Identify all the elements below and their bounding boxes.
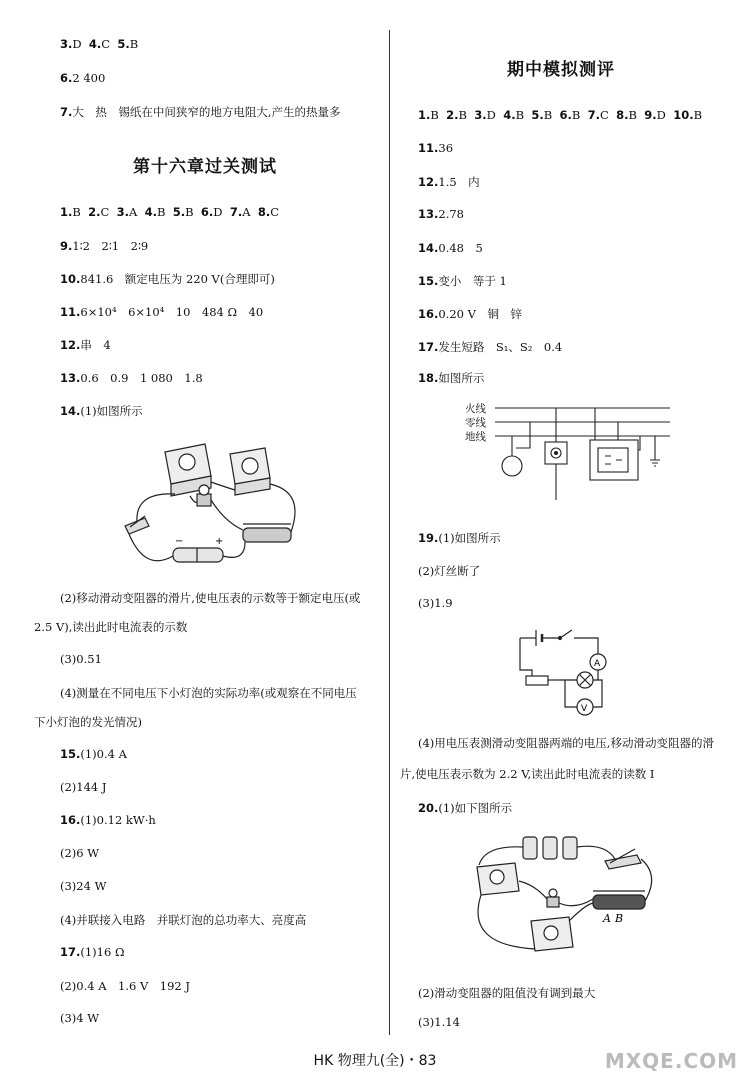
answer-line-7: 7.大 热 锡纸在中间狭窄的地方电阻大,产生的热量多	[60, 105, 341, 119]
answer-20-3: (3)1.14	[418, 1015, 460, 1029]
answer-20-2: (2)滑动变阻器的阻值没有调到最大	[418, 986, 596, 1000]
circuit-schematic-19	[510, 624, 620, 720]
page-footer: HK 物理九(全)・83	[313, 1053, 437, 1069]
answer-16-4: (4)并联接入电路 并联灯泡的总功率大、亮度高	[60, 913, 307, 927]
answer-line-6: 6.2 400	[60, 71, 106, 85]
answer-19-3: (3)1.9	[418, 596, 453, 610]
rheostat-terminal-b: B	[615, 912, 624, 925]
answer-15-2: (2)144 J	[60, 780, 107, 794]
answer-line-12: 12.串 4	[60, 338, 111, 352]
answer-14-4a: (4)测量在不同电压下小灯泡的实际功率(或观察在不同电压	[60, 686, 357, 700]
answer-line-15: 15.变小 等于 1	[418, 274, 507, 288]
answer-line-13: 13.2.78	[418, 207, 464, 221]
answer-16-2: (2)6 W	[60, 846, 100, 860]
answer-17-2: (2)0.4 A 1.6 V 192 J	[60, 979, 191, 993]
answer-line-11: 11.36	[418, 141, 454, 155]
answer-line-14: 14.0.48 5	[418, 241, 483, 255]
column-divider	[389, 30, 390, 1035]
answer-14-4b: 下小灯泡的发光情况)	[34, 715, 142, 729]
answer-line-11: 11.6×10⁴ 6×10⁴ 10 484 Ω 40	[60, 305, 264, 319]
watermark: MXQE.COM	[604, 1049, 738, 1073]
answer-line-10: 10.841.6 额定电压为 220 V(合理即可)	[60, 272, 275, 286]
circuit-figure-20	[465, 825, 665, 975]
chapter-title: 第十六章过关测试	[133, 157, 277, 177]
answer-line-16: 16.0.20 V 铜 锌	[418, 307, 522, 321]
answer-line-16: 16.(1)0.12 kW·h	[60, 813, 156, 827]
answer-line-3-5: 3.D 4.C 5.B	[60, 37, 139, 51]
answer-line-19: 19.(1)如图所示	[418, 531, 501, 545]
answer-line-13: 13.0.6 0.9 1 080 1.8	[60, 371, 203, 385]
svg-text:−: −	[175, 536, 184, 547]
answer-line-9: 9.1∶2 2∶1 2∶9	[60, 239, 149, 253]
answer-line-15: 15.(1)0.4 A	[60, 747, 127, 761]
answer-19-4b: 片,使电压表示数为 2.2 V,读出此时电流表的读数 I	[400, 767, 655, 781]
wire-label-earth: 地线	[465, 431, 486, 443]
ammeter-label: A	[594, 659, 601, 669]
answer-line-1-10: 1.B 2.B 3.D 4.B 5.B 6.B 7.C 8.B 9.D 10.B	[418, 108, 703, 122]
section-title: 期中模拟测评	[507, 60, 615, 80]
wire-label-neutral: 零线	[465, 417, 486, 429]
answer-16-3: (3)24 W	[60, 879, 107, 893]
svg-text:+: +	[215, 536, 224, 547]
wiring-figure-18	[490, 400, 675, 500]
rheostat-terminal-a: A	[603, 912, 611, 925]
answer-14-2b: 2.5 V),读出此时电流表的示数	[34, 620, 188, 634]
answer-17-3: (3)4 W	[60, 1011, 100, 1025]
answer-14-2a: (2)移动滑动变阻器的滑片,使电压表的示数等于额定电压(或	[60, 591, 361, 605]
answer-19-4a: (4)用电压表测滑动变阻器两端的电压,移动滑动变阻器的滑	[418, 736, 714, 750]
answer-line-18: 18.如图所示	[418, 371, 485, 385]
wire-label-live: 火线	[465, 403, 486, 415]
answer-line-17: 17.发生短路 S₁、S₂ 0.4	[418, 340, 563, 354]
circuit-figure-14	[115, 432, 305, 582]
answer-14-3: (3)0.51	[60, 652, 102, 666]
answer-line-1-8: 1.B 2.C 3.A 4.B 5.B 6.D 7.A 8.C	[60, 205, 280, 219]
answer-line-17: 17.(1)16 Ω	[60, 945, 125, 959]
answer-line-20: 20.(1)如下图所示	[418, 801, 513, 815]
answer-line-14: 14.(1)如图所示	[60, 404, 143, 418]
answer-line-12: 12.1.5 内	[418, 175, 480, 189]
answer-19-2: (2)灯丝断了	[418, 564, 481, 578]
voltmeter-label: V	[581, 704, 588, 714]
